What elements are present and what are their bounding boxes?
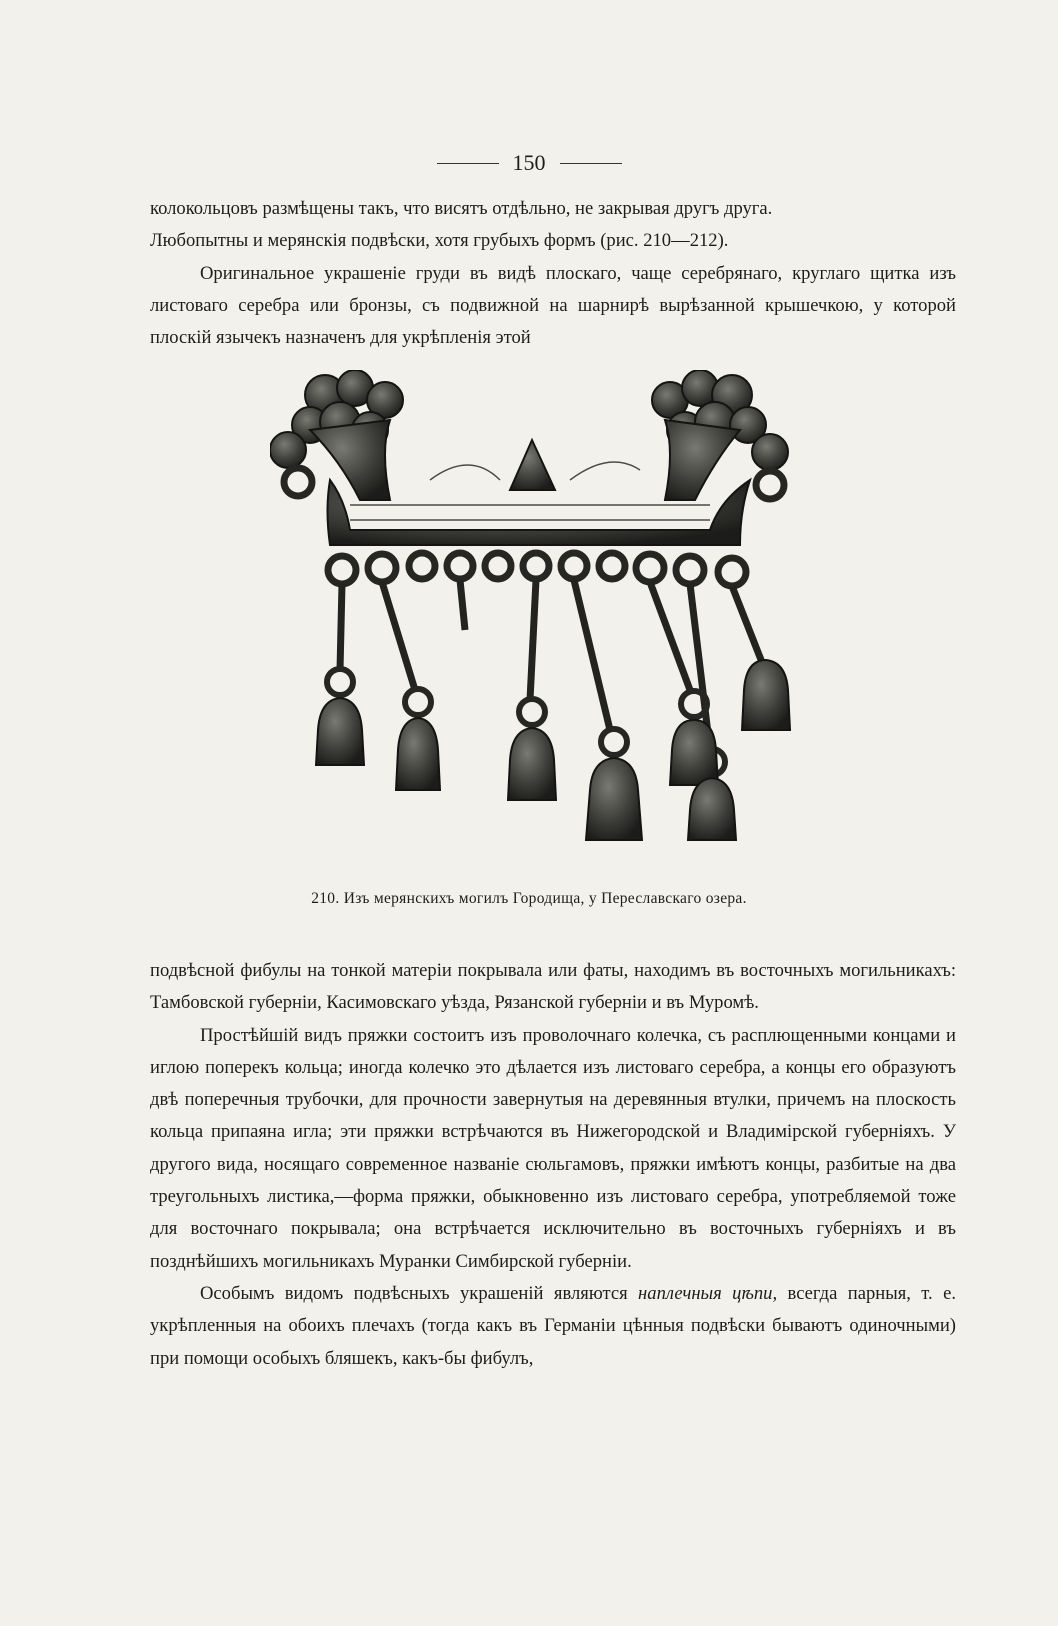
paragraph-start: Особымъ видомъ подвѣсныхъ украшеній являются <box>200 1282 628 1304</box>
text-line: Любопытны и мерянскія подвѣски, хотя грубыхъ формъ (рис. 210—212). <box>150 230 729 252</box>
paragraph: Оригинальное украшеніе груди въ видѣ плоскаго, чаще серебрянаго, круглаго щитка изъ листоваго серебра или бронзы, съ подвижной на шарнирѣ вырѣзанной крышечкою, у которой плоскій язычекъ назначенъ для укрѣпленія этой <box>150 262 956 349</box>
pendant-illustration <box>270 370 810 860</box>
bottom-text-block <box>150 955 956 1375</box>
paragraph: Простѣйшій видъ пряжки состоитъ изъ проволочнаго колечка, съ расплющенными концами и иглою поперекъ кольца; иногда колечко это дѣлается изъ листоваго серебра, а концы его образуютъ двѣ поперечныя трубочки, для прочности завернутыя на деревянныя втулки, причемъ на плоскость кольца припаяна игла; эти пряжки встрѣчаются въ Нижегородской и Владимірской губерніяхъ. У другого вида, носящаго современное названіе сюльгамовъ, пряжки имѣютъ концы, разбитые на два треугольныхъ листика,—форма пряжки, обыкновенно изъ листоваго серебра, употребляемой тоже для восточнаго покрывала; она встрѣчается исключительно въ восточныхъ губерніяхъ и въ позднѣйшихъ могильникахъ Муранки Симбирской губерніи. <box>150 1024 956 1272</box>
header-rule-right <box>560 163 622 164</box>
paragraph <box>150 1278 956 1375</box>
page-number: 150 <box>512 150 546 175</box>
page-header <box>0 150 1058 176</box>
header-rule-left <box>437 163 499 164</box>
paragraph: подвѣсной фибулы на тонкой матеріи покрывала или фаты, находимъ въ восточныхъ могильникахъ: Тамбовской губерніи, Касимовскаго уѣзда, Рязанской губерніи и въ Муромѣ. <box>150 960 956 1014</box>
paragraph-end: всегда парныя, т. е. укрѣпленныя на обоихъ плечахъ (тогда какъ въ Германіи цѣнныя подвѣски бываютъ одиночными) при помощи особыхъ бляшекъ, какъ-бы фибулъ, <box>150 1282 956 1369</box>
top-text-block <box>150 193 956 354</box>
italic-term: наплечныя цѣпи, <box>638 1282 778 1304</box>
pendant-figure <box>270 370 810 860</box>
text-line: колокольцовъ размѣщены такъ, что висятъ отдѣльно, не закрывая другъ друга. <box>150 198 773 219</box>
figure-caption: 210. Изъ мерянскихъ могилъ Городища, у Переславскаго озера. <box>311 890 747 907</box>
